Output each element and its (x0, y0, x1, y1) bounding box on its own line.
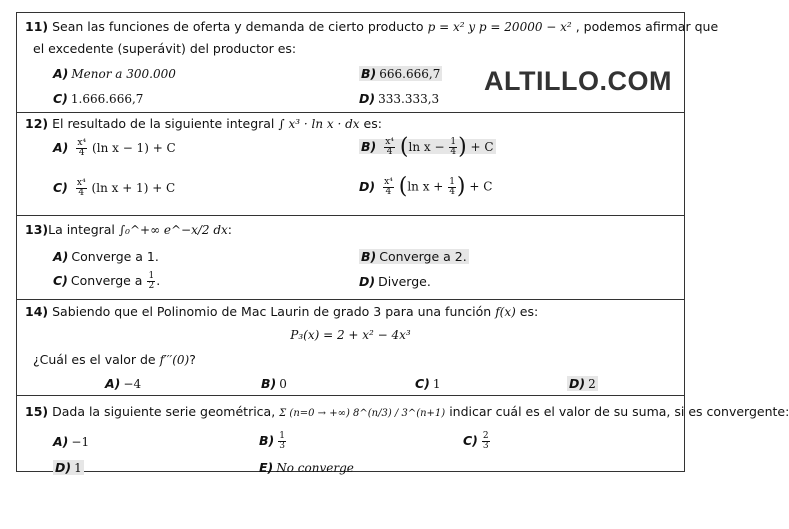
option-e[interactable] (259, 460, 354, 475)
option-letter: B) (361, 138, 377, 154)
fraction: $\frac{\text{x⁴}}{4}$ (384, 176, 393, 197)
question-statement: La integral (48, 222, 115, 237)
third-derivative: f′′′(0) (159, 353, 190, 367)
option-expression: ln x − (408, 139, 449, 154)
fraction: $\frac{1}{4}$ (450, 136, 457, 157)
question-number: 13) (25, 222, 49, 237)
option-letter: C) (415, 376, 430, 391)
question-statement-end: es: (519, 304, 539, 319)
function-name: f(x) (495, 305, 516, 319)
option-text: Menor a 300.000 (71, 67, 176, 81)
option-c[interactable] (415, 376, 441, 391)
option-text: No converge (276, 461, 354, 475)
option-expression: (ln x − 1) + C (92, 141, 176, 155)
series: Σ (n=0 → +∞) 8^(n/3) / 3^(n+1) (279, 408, 446, 419)
fraction: $\frac{\text{x⁴}}{4}$ (77, 138, 87, 158)
fraction: $\frac{2}{3}$ (482, 431, 489, 451)
question-12-text (25, 116, 382, 131)
question-statement: El resultado de la siguiente integral (52, 116, 275, 131)
option-text: 333.333,3 (378, 92, 440, 106)
option-letter: A) (53, 140, 69, 155)
option-letter: A) (53, 434, 69, 449)
question-11 (17, 13, 719, 113)
option-letter: A) (53, 66, 69, 81)
option-b[interactable] (261, 376, 287, 391)
option-letter: A) (105, 376, 121, 391)
formula: p = x² y p = 20000 − x² (427, 20, 572, 34)
option-letter: D) (359, 91, 376, 106)
option-letter: B) (259, 433, 275, 448)
altillo-logo: ALTILLO.COM (484, 66, 672, 96)
option-letter: D) (55, 460, 72, 475)
question-12 (17, 113, 684, 216)
question-14-text (25, 304, 538, 319)
option-expression-end: + C (466, 139, 494, 154)
question-number: 14) (25, 304, 49, 319)
option-text: 1 (432, 377, 441, 391)
question-13-text (25, 222, 232, 237)
option-d[interactable] (359, 91, 439, 106)
question-15-text (25, 404, 789, 419)
option-letter: D) (569, 376, 586, 391)
question-15 (17, 396, 789, 475)
option-text: Converge a 1. (71, 249, 159, 264)
option-letter: B) (361, 66, 377, 81)
option-c[interactable]: C) Converge a $\frac{1}{2}$ . (53, 271, 161, 291)
option-letter: D) (359, 274, 376, 289)
option-d[interactable] (359, 274, 431, 289)
option-a[interactable] (53, 249, 159, 264)
option-a[interactable] (53, 434, 89, 449)
option-expression-end: + C (465, 179, 493, 194)
question-statement: Sabiendo que el Polinomio de Mac Laurin de grado 3 para una función (52, 304, 492, 319)
option-b[interactable] (359, 249, 469, 264)
option-letter: C) (53, 273, 68, 288)
option-letter: E) (259, 460, 274, 475)
option-expression: (ln x + 1) + C (91, 181, 176, 195)
question-14 (17, 300, 684, 396)
option-expression: ln x + (407, 179, 448, 194)
question-14-prompt: ¿Cuál es el valor de f′′′(0)? (33, 352, 196, 367)
question-statement-end: , podemos afirmar que (575, 19, 719, 34)
option-d[interactable] (567, 376, 598, 391)
option-c[interactable] (463, 432, 491, 451)
question-number: 15) (25, 404, 49, 419)
question-statement: Sean las funciones de oferta y demanda de cierto producto (52, 19, 424, 34)
option-d[interactable]: D) $\frac{\text{x⁴}}{4}$ (ln x + $\frac{1}{4}$ ) + C (359, 174, 493, 199)
question-13 (17, 216, 684, 300)
question-number: 12) (25, 116, 49, 131)
question-statement-end: : (227, 222, 233, 237)
integral: ∫ x³ · ln x · dx (278, 117, 360, 131)
fraction: $\frac{1}{3}$ (279, 431, 285, 451)
option-text: 1 (74, 461, 82, 475)
option-letter: B) (361, 249, 377, 264)
option-text: Diverge. (378, 274, 431, 289)
option-letter: D) (359, 178, 376, 194)
option-text: −4 (123, 377, 142, 391)
fraction: $\frac{1}{2}$ (148, 271, 155, 291)
option-d[interactable] (53, 460, 84, 475)
fraction: $\frac{1}{4}$ (449, 176, 455, 197)
option-letter: C) (53, 180, 68, 195)
option-text: 0 (279, 377, 287, 391)
option-b[interactable] (359, 66, 442, 81)
question-number: 11) (25, 19, 49, 34)
option-text: 1.666.666,7 (70, 92, 144, 106)
question-statement-end: indicar cuál es el valor de su suma, si es convergente: (449, 404, 789, 419)
option-letter: C) (463, 433, 478, 448)
option-c[interactable] (53, 91, 143, 106)
option-text: Converge a (70, 273, 143, 288)
polynomial: P₃(x) = 2 + x² − 4x³ (290, 328, 411, 342)
option-text: Converge a 2. (379, 249, 467, 264)
question-11-line2: el excedente (superávit) del productor es: (33, 41, 297, 56)
option-text: 2 (588, 377, 596, 391)
option-b[interactable]: B) $\frac{\text{x⁴}}{4}$ (ln x − $\frac{1}{4}$ ) + C (361, 134, 494, 159)
option-text: −1 (71, 435, 90, 449)
question-11-text (25, 19, 718, 34)
option-a[interactable] (53, 139, 176, 158)
question-statement-end: es: (363, 116, 382, 131)
question-statement: Dada la siguiente serie geométrica, (52, 404, 276, 419)
fraction: $\frac{\text{x⁴}}{4}$ (76, 178, 86, 198)
option-letter: B) (261, 376, 277, 391)
option-a[interactable] (105, 376, 141, 391)
option-c[interactable] (53, 179, 175, 198)
integral: ∫₀^+∞ e^−x/2 dx (118, 223, 228, 237)
option-text: 666.666,7 (379, 67, 441, 81)
option-letter: C) (53, 91, 68, 106)
option-a[interactable] (53, 66, 176, 81)
option-b[interactable] (259, 432, 287, 451)
option-letter: A) (53, 249, 69, 264)
fraction: $\frac{\text{x⁴}}{4}$ (385, 136, 394, 157)
